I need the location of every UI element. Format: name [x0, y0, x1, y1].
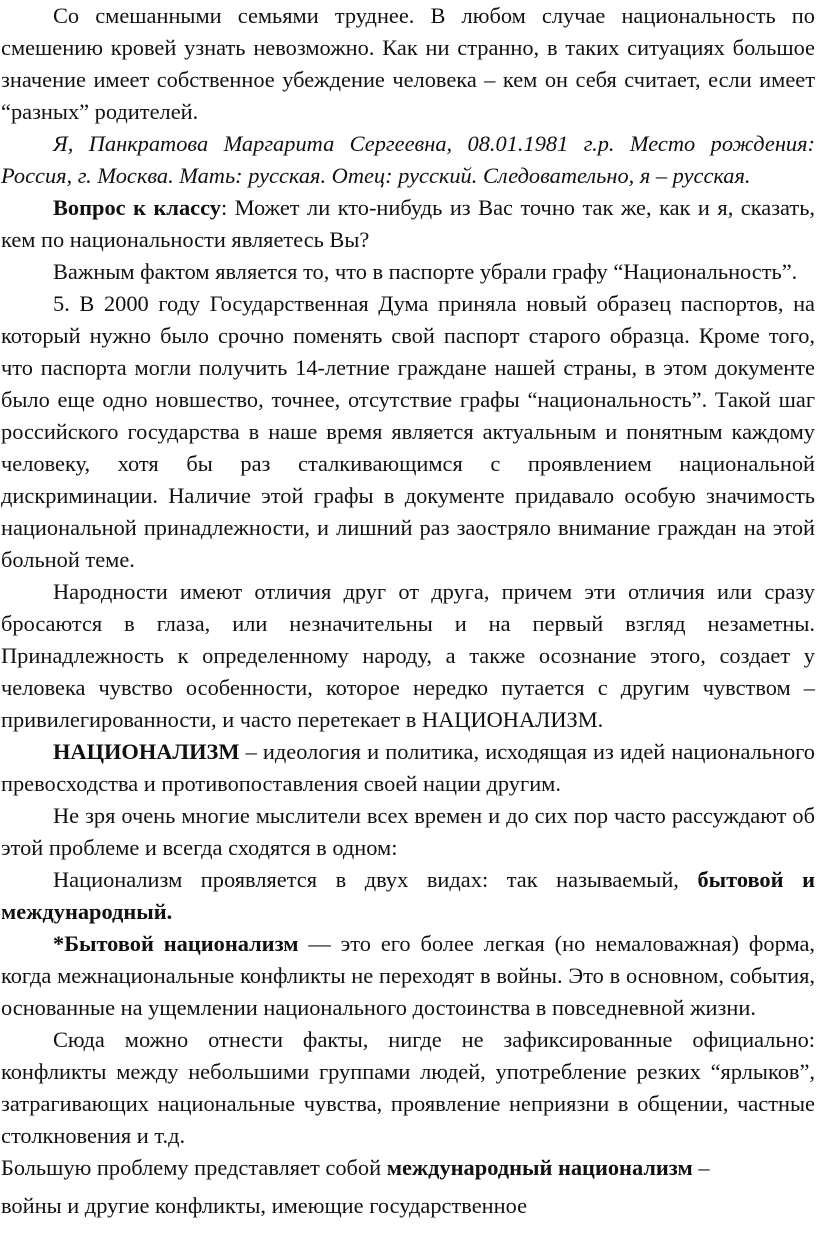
paragraph-nationalities-differences — [1, 576, 815, 736]
paragraph-text: Народности имеют отличия друг от друга, причем эти отличия или сразу бросаются в глаза, или незначительны и на первый взгляд незаметны. Принадлежность к определенному народу, а также осознание этого, создает у человека чувство особенности, которое нередко путается с другим чувством – привилегированности, и часто перетекает в НАЦИОНАЛИЗМ. — [1, 579, 815, 732]
paragraph-text: : Может ли кто-нибудь из Вас точно так же, как и я, сказать, кем по национальности являетесь Вы? — [1, 195, 815, 252]
bold-term: международный национализм — [386, 1155, 693, 1180]
paragraph-text: – — [692, 1155, 710, 1180]
paragraph-lead: Большую проблему представляет собой — [1, 1155, 387, 1180]
paragraph-text: Не зря очень многие мыслители всех времен и до сих пор часто рассуждают об этой проблеме и всегда сходятся в одном: — [1, 803, 815, 860]
bold-phrase: Вопрос к классу — [53, 195, 221, 220]
paragraph-mixed-families — [1, 0, 815, 128]
bold-term: *Бытовой национализм — [53, 931, 299, 956]
paragraph-continuation — [1, 1190, 815, 1222]
paragraph-text: Важным фактом является то, что в паспорте убрали графу “Национальность”. — [53, 259, 798, 284]
bold-term: НАЦИОНАЛИЗМ — [53, 739, 240, 764]
paragraph-text: – идеология и политика, исходящая из идей национального превосходства и противопоставления своей нации другим. — [1, 739, 815, 796]
paragraph-duma-2000 — [1, 288, 815, 576]
paragraph-nationalism-definition — [1, 736, 815, 800]
paragraph-text: Сюда можно отнести факты, нигде не зафиксированные официально: конфликты между небольшими группами людей, употребление резких “ярлыков”, затрагивающих национальные чувства, проявление неприязни в общении, частные столкновения и т.д. — [1, 1027, 815, 1148]
paragraph-domestic-nationalism — [1, 928, 815, 1024]
paragraph-text: — это его более легкая (но немаловажная) форма, когда межнациональные конфликты не переходят в войны. Это в основном, события, основанные на ущемлении национального достоинства в повседневной жизни. — [1, 931, 815, 1020]
paragraph-class-question — [1, 192, 815, 256]
paragraph-text: Я, Панкратова Маргарита Сергеевна, 08.01.1981 г.р. Место рождения: Россия, г. Москва. Мать: русская. Отец: русский. Следовательно, я – русская. — [1, 131, 815, 188]
paragraph-personal-example — [1, 128, 815, 192]
paragraph-text: Со смешанными семьями труднее. В любом случае национальность по смешению кровей узнать невозможно. Как ни странно, в таких ситуациях большое значение имеет собственное убеждение человека – кем он себя считает, если имеет “разных” родителей. — [1, 3, 815, 124]
paragraph-thinkers — [1, 800, 815, 864]
paragraph-two-types — [1, 864, 815, 928]
document-page — [1, 0, 815, 1222]
paragraph-text: Национализм проявляется в двух видах: так называемый, — [53, 867, 698, 892]
paragraph-text: 5. В 2000 году Государственная Дума приняла новый образец паспортов, на который нужно было срочно поменять свой паспорт старого образца. Кроме того, что паспорта могли получить 14-летние граждане нашей страны, в этом документе было еще одно новшество, точнее, отсутствие графы “национальность”. Такой шаг российского государства в наше время является актуальным и понятным каждому человеку, хотя бы раз сталкивающимся с проявлением национальной дискриминации. Наличие этой графы в документе придавало особую значимость национальной принадлежности, и лишний раз заостряло внимание граждан на этой больной теме. — [1, 291, 815, 572]
paragraph-international-nationalism — [1, 1152, 815, 1184]
bold-phrase: бытовой и международный. — [1, 867, 815, 924]
paragraph-text: войны и другие конфликты, имеющие государственное — [1, 1193, 528, 1218]
paragraph-passport-fact — [1, 256, 815, 288]
paragraph-examples — [1, 1024, 815, 1152]
